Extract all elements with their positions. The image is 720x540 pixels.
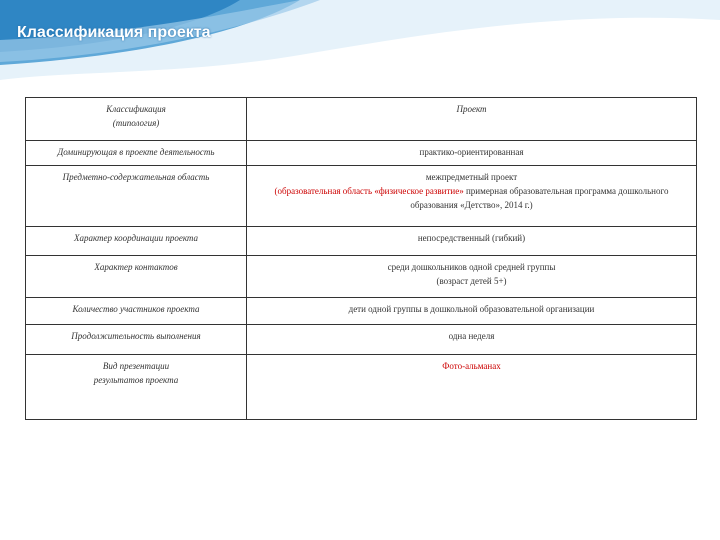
row-value: непосредственный (гибкий) <box>247 227 697 256</box>
row-value-rest: примерная образовательная программа дошкольного образования «Детство», 2014 г.) <box>410 186 669 210</box>
row-value <box>247 166 697 227</box>
table-row <box>26 298 697 325</box>
row-value-text2: (возраст детей 5+) <box>436 276 507 286</box>
row-label: Характер координации проекта <box>26 227 247 256</box>
header-left <box>26 98 247 141</box>
table-row <box>26 256 697 298</box>
row-label: Доминирующая в проекте деятельность <box>26 141 247 166</box>
row-value: практико-ориентированная <box>247 141 697 166</box>
row-label-text2: результатов проекта <box>93 375 179 385</box>
row-value-text: межпредметный проект <box>425 172 518 182</box>
row-value <box>247 256 697 298</box>
row-label: Продолжительность выполнения <box>26 325 247 355</box>
row-label <box>26 355 247 420</box>
table-row <box>26 166 697 227</box>
classification-table <box>25 97 697 420</box>
row-label: Предметно-содержательная область <box>26 166 247 227</box>
table-row <box>26 325 697 355</box>
header-left-text: Классификация <box>106 104 166 114</box>
row-value: Фото-альманах <box>247 355 697 420</box>
table-row <box>26 355 697 420</box>
header-right: Проект <box>247 98 697 141</box>
table-row <box>26 141 697 166</box>
row-label: Характер контактов <box>26 256 247 298</box>
row-label-text: Вид презентации <box>102 361 170 371</box>
row-value-red: (образовательная область «физическое развитие» <box>274 186 464 196</box>
table-header-row <box>26 98 697 141</box>
page-title: Классификация проекта <box>17 24 211 41</box>
row-value: одна неделя <box>247 325 697 355</box>
table-row <box>26 227 697 256</box>
row-value: дети одной группы в дошкольной образовательной организации <box>247 298 697 325</box>
row-label: Количество участников проекта <box>26 298 247 325</box>
row-value-text: среди дошкольников одной средней группы <box>387 262 556 272</box>
header-left-text2: (типология) <box>112 118 160 128</box>
